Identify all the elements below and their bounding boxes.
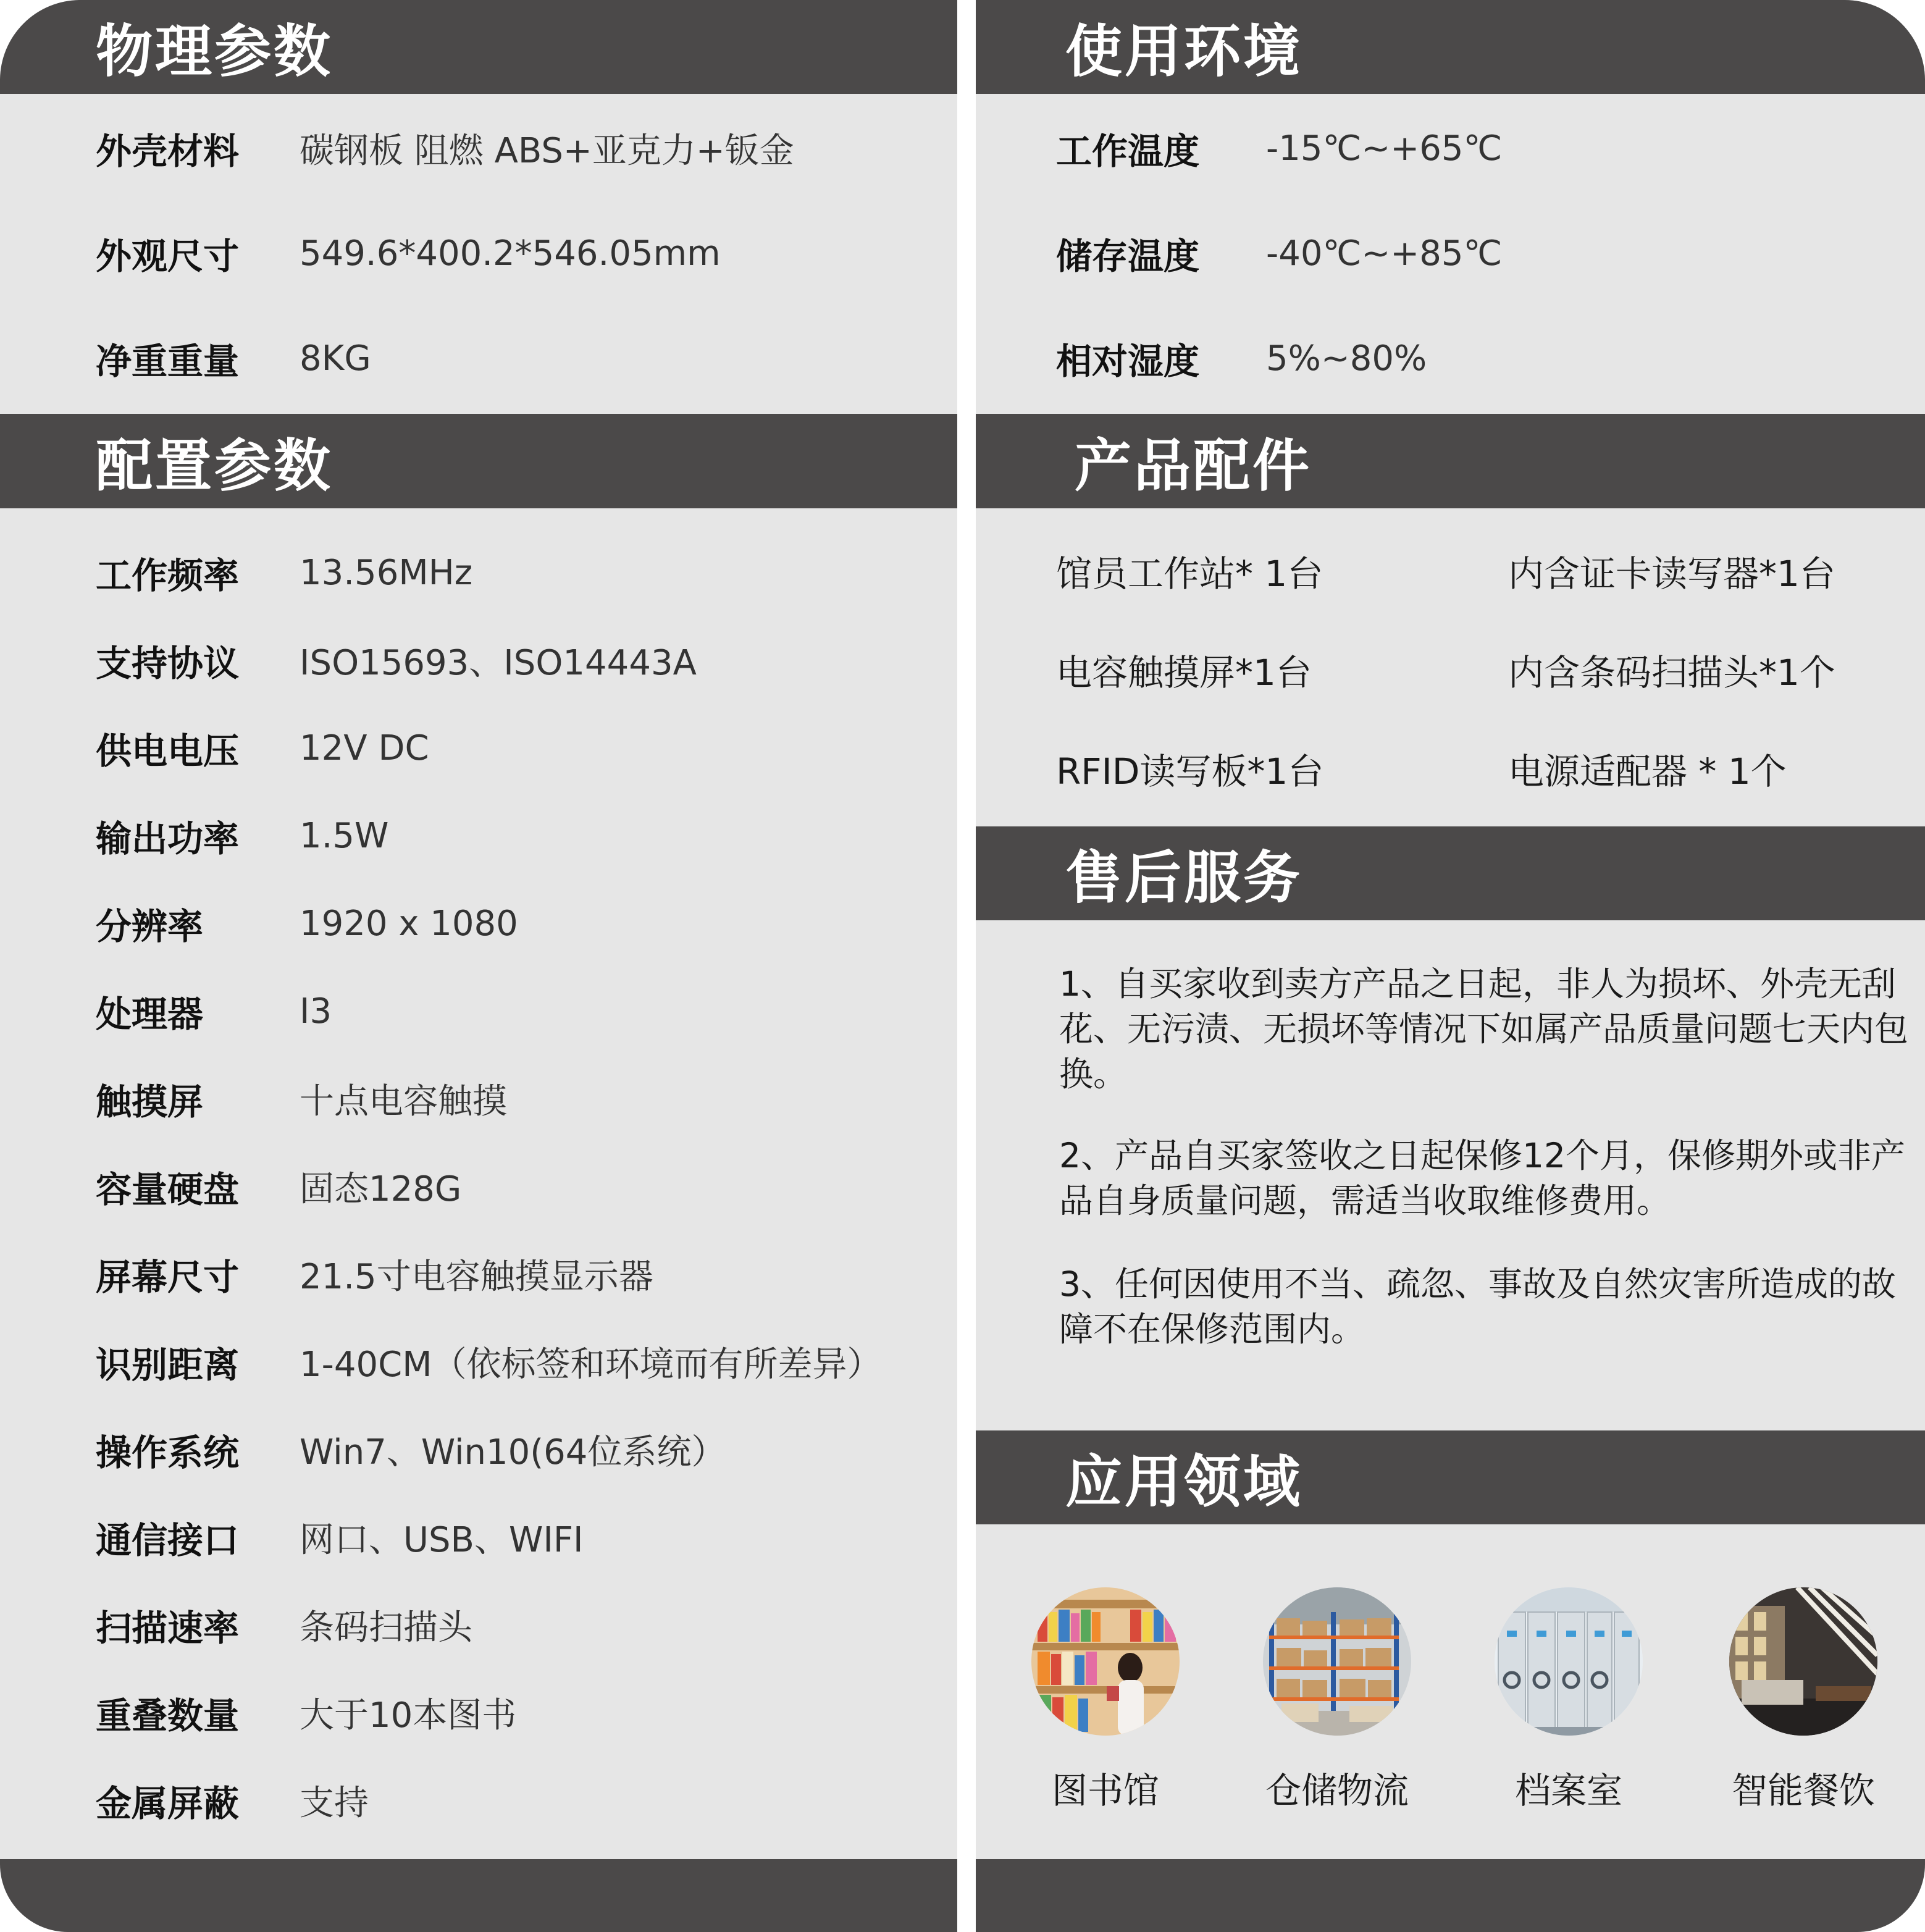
spec-value: Win7、Win10(64位系统） — [300, 1432, 726, 1472]
app-label: 档案室 — [1514, 1770, 1622, 1812]
physical-params-title: 物理参数 — [96, 19, 333, 85]
accessory-item: 内含证卡读写器*1台 — [1508, 553, 1835, 595]
restaurant-photo-icon — [1729, 1587, 1877, 1736]
spec-row — [96, 330, 933, 386]
spec-row — [96, 1422, 933, 1477]
spec-value: 1920 x 1080 — [300, 903, 518, 944]
spec-row — [96, 896, 933, 951]
spec-key: 储存温度 — [1056, 235, 1200, 277]
spec-key: 屏幕尺寸 — [96, 1256, 240, 1298]
spec-value: 21.5寸电容触摸显示器 — [300, 1257, 653, 1297]
spec-value: 大于10本图书 — [300, 1695, 517, 1736]
environment-header — [976, 0, 1925, 94]
spec-value: 条码扫描头 — [300, 1608, 472, 1648]
spec-row — [1056, 225, 1900, 281]
spec-key: 重叠数量 — [96, 1695, 240, 1737]
spec-key: 识别距离 — [96, 1344, 240, 1386]
spec-key: 处理器 — [96, 993, 204, 1035]
spec-key: 相对湿度 — [1056, 340, 1200, 382]
service-header — [976, 826, 1925, 920]
accessory-item: 馆员工作站* 1台 — [1056, 553, 1323, 595]
spec-key: 外观尺寸 — [96, 235, 240, 277]
service-paragraph: 1、自买家收到卖方产品之日起，非人为损坏、外壳无刮花、无污渍、无损坏等情况下如属产品质量问题七天内包换。 — [1059, 964, 1909, 1094]
accessories-title: 产品配件 — [1075, 432, 1312, 499]
service-paragraph: 3、任何因使用不当、疏忽、事故及自然灾害所造成的故障不在保修范围内。 — [1059, 1264, 1896, 1349]
spec-row — [96, 1246, 933, 1302]
spec-row — [96, 225, 933, 281]
spec-row — [96, 120, 933, 176]
spec-value: 12V DC — [300, 728, 429, 768]
spec-row — [96, 1071, 933, 1127]
accessories-header — [976, 414, 1925, 508]
library-photo-icon — [1031, 1587, 1180, 1736]
spec-value: 5%~80% — [1266, 338, 1427, 379]
spec-row — [96, 1685, 933, 1741]
spec-value: ISO15693、ISO14443A — [300, 643, 697, 683]
spec-key: 供电电压 — [96, 730, 240, 772]
right-panel — [976, 0, 1925, 1932]
right-footer-band — [976, 1859, 1925, 1932]
spec-value: 支持 — [300, 1783, 369, 1823]
spec-row — [96, 1334, 933, 1390]
accessory-item: 电容触摸屏*1台 — [1056, 652, 1312, 694]
spec-key: 触摸屏 — [96, 1081, 204, 1123]
spec-row — [1056, 120, 1900, 176]
spec-row — [96, 1773, 933, 1828]
spec-row — [96, 1597, 933, 1653]
warehouse-photo-icon — [1263, 1587, 1411, 1736]
left-footer-band — [0, 1859, 957, 1932]
spec-row — [96, 808, 933, 863]
spec-value: 8KG — [300, 338, 371, 379]
spec-value: 固态128G — [300, 1169, 462, 1209]
spec-key: 扫描速率 — [96, 1607, 240, 1649]
spec-value: 549.6*400.2*546.05mm — [300, 233, 721, 274]
accessory-item: RFID读写板*1台 — [1056, 750, 1324, 792]
spec-key: 输出功率 — [96, 818, 240, 860]
spec-value: 1-40CM（依标签和环境而有所差异） — [300, 1345, 882, 1385]
spec-row — [96, 983, 933, 1039]
spec-row — [1056, 330, 1900, 386]
spec-key: 工作频率 — [96, 555, 240, 597]
service-paragraph: 2、产品自买家签收之日起保修12个月，保修期外或非产品自身质量问题，需适当收取维修费用。 — [1059, 1136, 1905, 1220]
spec-key: 净重重量 — [96, 340, 240, 382]
left-panel — [0, 0, 957, 1932]
spec-key: 操作系统 — [96, 1432, 240, 1474]
spec-value: 十点电容触摸 — [300, 1082, 507, 1122]
config-params-title: 配置参数 — [96, 432, 333, 499]
accessory-item: 电源适配器 * 1个 — [1508, 750, 1787, 792]
spec-row — [96, 545, 933, 600]
spec-key: 工作温度 — [1056, 130, 1200, 172]
spec-row — [96, 720, 933, 776]
app-label: 智能餐饮 — [1731, 1770, 1875, 1812]
spec-value: I3 — [300, 991, 332, 1031]
config-params-header — [0, 414, 957, 508]
accessory-item: 内含条码扫描头*1个 — [1508, 652, 1835, 694]
app-label: 图书馆 — [1051, 1770, 1159, 1812]
spec-key: 外壳材料 — [96, 130, 240, 172]
spec-key: 分辨率 — [96, 905, 204, 947]
physical-params-header — [0, 0, 957, 94]
spec-row — [96, 1159, 933, 1214]
service-title: 售后服务 — [1065, 845, 1303, 911]
spec-key: 金属屏蔽 — [96, 1783, 240, 1825]
applications-title: 应用领域 — [1065, 1449, 1303, 1515]
spec-key: 通信接口 — [96, 1519, 240, 1561]
spec-value: 1.5W — [300, 815, 389, 856]
spec-row — [96, 1510, 933, 1565]
spec-value: 13.56MHz — [300, 552, 473, 593]
spec-key: 支持协议 — [96, 642, 240, 684]
spec-row — [96, 632, 933, 688]
spec-value: -15℃~+65℃ — [1266, 128, 1503, 169]
app-label: 仓储物流 — [1265, 1770, 1409, 1812]
archive-room-photo-icon — [1495, 1587, 1643, 1736]
spec-key: 容量硬盘 — [96, 1169, 240, 1211]
environment-title: 使用环境 — [1065, 19, 1303, 85]
spec-value: 网口、USB、WIFI — [300, 1520, 584, 1560]
spec-value: 碳钢板 阻燃 ABS+亚克力+钣金 — [300, 131, 794, 171]
applications-header — [976, 1430, 1925, 1524]
spec-value: -40℃~+85℃ — [1266, 233, 1503, 274]
